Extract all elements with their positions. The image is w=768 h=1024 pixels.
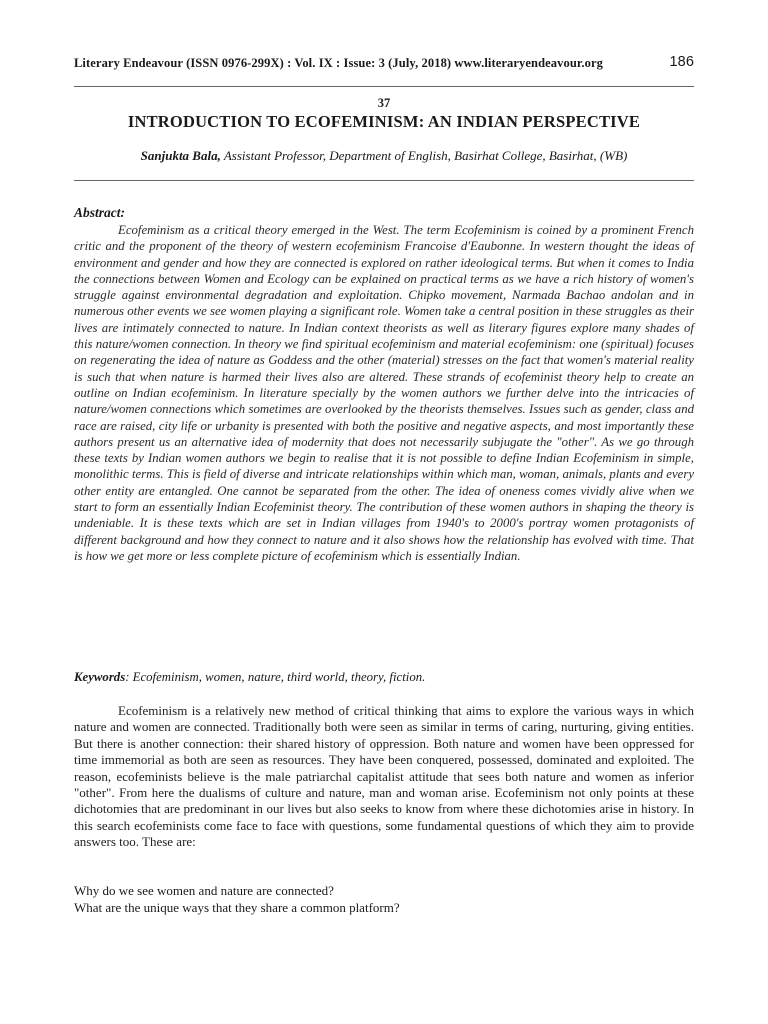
running-header [74, 56, 694, 71]
question-2: What are the unique ways that they share a common platform? [74, 900, 400, 915]
author-line [0, 148, 768, 164]
article-title: INTRODUCTION TO ECOFEMINISM: AN INDIAN PERSPECTIVE [127, 112, 641, 131]
journal-citation: Literary Endeavour (ISSN 0976-299X) : Vol. IX : Issue: 3 (July, 2018) www.literaryendeavour.org [74, 56, 603, 70]
keywords-list: : Ecofeminism, women, nature, third world, theory, fiction. [125, 670, 426, 684]
article-number: 37 [377, 96, 391, 110]
body-paragraph [74, 703, 694, 851]
header-divider [74, 86, 694, 87]
author-divider [74, 180, 694, 181]
abstract-body: Ecofeminism as a critical theory emerged in the West. The term Ecofeminism is coined by a prominent French critic and the proponent of the theory of western ecofeminism Francoise d'Eaubonne. In western thought the ideas of environment and gender and how they are connected is explored on rather ideological terms. But when it comes to India the connections between Women and Ecology can be explained on practical terms as we have a rich history of women's struggle against environmental degradation and exploitation. Chipko movement, Narmada Bachao andolan and in numerous other events we see women playing a significant role. Women take a central position in these struggles as their lives are intimately connected to nature. In Indian context theorists as well as literary figures explore many shades of this nature/women connection. In theory we find spiritual ecofeminism and material ecofeminism: one (spiritual) focuses on regenerating the idea of nature as Goddess and the other (material) stresses on the fact that women's material reality is such that when nature is harmed their lives also are altered. These strands of ecofeminist theory help to create an outline on Indian ecofeminism. In literature specially by the women authors we further delve into the intricacies of nature/women connections which sometimes are overlooked by the theorists themselves. Issues such as gender, class and race are raised, city life or urbanity is presented with both the positive and negative aspects, and most importantly these authors present us an alternative idea of modernity that does not necessarily subjugate the "other". As we go through these texts by Indian women authors we begin to realise that it is not possible to define Indian Ecofeminism in simple, monolithic terms. This is field of diverse and intricate relationships within which man, woman, animals, plants and every other entity are entangled. One cannot be separated from the other. The idea of oneness comes vividly alive when we start to form an essentially Indian Ecofeminist theory. The contribution of these women authors in shaping the theory is undeniable. It is these texts which are set in Indian villages from 1940's to 2000's portray women protagonists of different background and how they connect to nature and it also shows how the relationship has evolved with time. That is how we get more or less complete picture of ecofeminism which is essentially Indian. [74, 223, 694, 563]
abstract-heading: Abstract: [74, 205, 126, 220]
keywords-label: Keywords [74, 670, 126, 684]
page-number: 186 [669, 54, 694, 70]
body-paragraph-text: Ecofeminism is a relatively new method of critical thinking that aims to explore the various ways in which nature and women are connected. Traditionally both were seen as similar in terms of caring, nurturing, giving entities. But there is another connection: their shared history of oppression. Both nature and women have been oppressed for time immemorial as both are seen as resources. They have been conquered, possessed, dominated and exploited. The reason, ecofeminists believe is the male patriarchal capitalist attitude that sees both nature and women as inferior "other". From here the dualisms of culture and nature, man and woman arise. Ecofeminism not only points at these dichotomies that are predominant in our lives but also seeks to know from where these dichotomies arise in history. In this search ecofeminists come face to face with questions, some fundamental questions of which they aim to provide answers too. These are: [74, 703, 694, 850]
author-name: Sanjukta Bala, [140, 148, 221, 163]
abstract-text [74, 222, 694, 564]
author-affiliation: Assistant Professor, Department of English, Basirhat College, Basirhat, (WB) [223, 148, 628, 163]
keywords-line [74, 670, 694, 685]
question-1: Why do we see women and nature are connected? [74, 883, 334, 898]
